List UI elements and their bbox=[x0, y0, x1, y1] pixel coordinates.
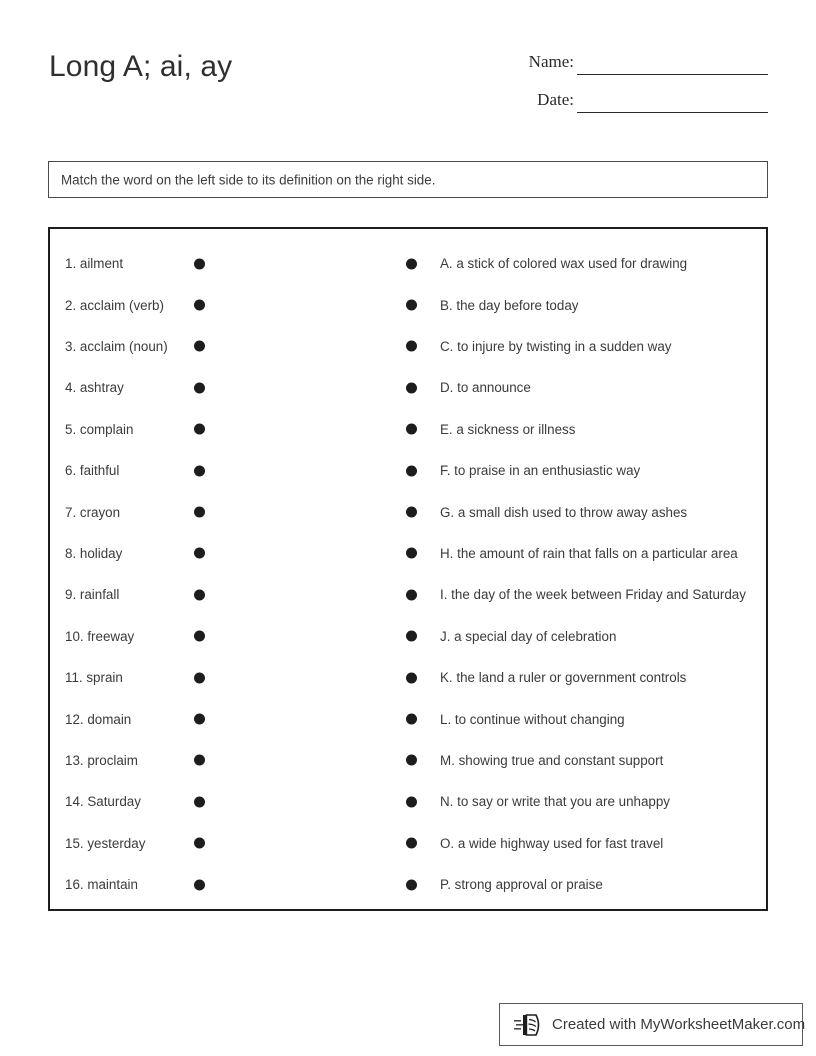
match-row bbox=[50, 616, 766, 657]
match-left-dot[interactable] bbox=[194, 507, 205, 518]
match-right-item[interactable] bbox=[440, 740, 760, 781]
match-right-dot[interactable] bbox=[406, 424, 417, 435]
match-right-label: F. to praise in an enthusiastic way bbox=[440, 463, 641, 479]
match-right-label: K. the land a ruler or government controls bbox=[440, 670, 687, 686]
match-right-label: E. a sickness or illness bbox=[440, 421, 576, 437]
match-right-item[interactable] bbox=[440, 367, 760, 408]
match-right-item[interactable] bbox=[440, 450, 760, 491]
match-right-item[interactable] bbox=[440, 864, 760, 905]
match-left-label: 16. maintain bbox=[65, 877, 138, 893]
matching-exercise-box bbox=[48, 227, 768, 911]
match-right-dot[interactable] bbox=[406, 300, 417, 311]
match-left-label: 2. acclaim (verb) bbox=[65, 297, 164, 313]
match-right-dot[interactable] bbox=[406, 507, 417, 518]
match-row bbox=[50, 740, 766, 781]
match-left-label: 13. proclaim bbox=[65, 752, 138, 768]
match-left-dot[interactable] bbox=[194, 548, 205, 559]
match-left-dot[interactable] bbox=[194, 755, 205, 766]
match-right-dot[interactable] bbox=[406, 341, 417, 352]
match-left-dot[interactable] bbox=[194, 300, 205, 311]
match-left-label: 12. domain bbox=[65, 711, 132, 727]
match-left-label: 8. holiday bbox=[65, 545, 123, 561]
match-right-dot[interactable] bbox=[406, 548, 417, 559]
match-left-label: 3. acclaim (noun) bbox=[65, 338, 168, 354]
match-right-label: G. a small dish used to throw away ashes bbox=[440, 504, 688, 520]
match-left-label: 6. faithful bbox=[65, 463, 120, 479]
match-left-dot[interactable] bbox=[194, 714, 205, 725]
name-date-block bbox=[500, 52, 770, 128]
match-left-dot[interactable] bbox=[194, 631, 205, 642]
match-right-label: L. to continue without changing bbox=[440, 711, 625, 727]
name-input-line[interactable] bbox=[577, 74, 768, 75]
match-right-label: J. a special day of celebration bbox=[440, 628, 617, 644]
match-left-dot[interactable] bbox=[194, 424, 205, 435]
match-row bbox=[50, 450, 766, 491]
match-row bbox=[50, 243, 766, 284]
date-field-row bbox=[500, 90, 770, 128]
matching-grid bbox=[50, 229, 766, 909]
match-right-label: O. a wide highway used for fast travel bbox=[440, 835, 664, 851]
match-right-label: N. to say or write that you are unhappy bbox=[440, 794, 670, 810]
match-row bbox=[50, 864, 766, 905]
match-left-dot[interactable] bbox=[194, 838, 205, 849]
match-right-dot[interactable] bbox=[406, 382, 417, 393]
match-left-dot[interactable] bbox=[194, 382, 205, 393]
match-right-item[interactable] bbox=[440, 698, 760, 739]
match-right-item[interactable] bbox=[440, 823, 760, 864]
match-row bbox=[50, 781, 766, 822]
match-left-label: 1. ailment bbox=[65, 256, 124, 272]
match-row bbox=[50, 657, 766, 698]
match-row bbox=[50, 326, 766, 367]
match-left-dot[interactable] bbox=[194, 879, 205, 890]
match-row bbox=[50, 533, 766, 574]
instruction-box bbox=[48, 161, 768, 198]
match-right-item[interactable] bbox=[440, 243, 760, 284]
match-right-item[interactable] bbox=[440, 409, 760, 450]
match-left-dot[interactable] bbox=[194, 258, 205, 269]
match-row bbox=[50, 574, 766, 615]
match-right-item[interactable] bbox=[440, 616, 760, 657]
name-label: Name: bbox=[528, 52, 574, 71]
match-left-label: 14. Saturday bbox=[65, 794, 141, 810]
match-row bbox=[50, 409, 766, 450]
date-label: Date: bbox=[537, 90, 574, 109]
match-right-item[interactable] bbox=[440, 657, 760, 698]
page-title: Long A; ai, ay bbox=[49, 50, 233, 83]
name-field-row bbox=[500, 52, 770, 90]
instruction-text: Match the word on the left side to its definition on the right side. bbox=[61, 172, 436, 187]
worksheet-header bbox=[0, 0, 816, 150]
match-row bbox=[50, 698, 766, 739]
match-right-dot[interactable] bbox=[406, 465, 417, 476]
match-left-label: 11. sprain bbox=[65, 670, 123, 686]
match-right-label: P. strong approval or praise bbox=[440, 877, 603, 893]
match-right-dot[interactable] bbox=[406, 714, 417, 725]
match-right-dot[interactable] bbox=[406, 631, 417, 642]
match-right-item[interactable] bbox=[440, 491, 760, 532]
match-right-label: H. the amount of rain that falls on a particular area bbox=[440, 545, 738, 561]
date-input-line[interactable] bbox=[577, 112, 768, 113]
match-right-dot[interactable] bbox=[406, 796, 417, 807]
match-right-item[interactable] bbox=[440, 284, 760, 325]
match-row bbox=[50, 823, 766, 864]
match-right-label: D. to announce bbox=[440, 380, 531, 396]
match-left-label: 9. rainfall bbox=[65, 587, 120, 603]
match-left-dot[interactable] bbox=[194, 589, 205, 600]
match-right-dot[interactable] bbox=[406, 755, 417, 766]
match-left-label: 7. crayon bbox=[65, 504, 121, 520]
match-right-item[interactable] bbox=[440, 574, 760, 615]
match-left-label: 10. freeway bbox=[65, 628, 135, 644]
match-row bbox=[50, 367, 766, 408]
match-right-dot[interactable] bbox=[406, 838, 417, 849]
match-right-label: I. the day of the week between Friday and Saturday bbox=[440, 587, 746, 603]
worksheet-maker-logo-icon bbox=[514, 1012, 544, 1038]
match-left-dot[interactable] bbox=[194, 796, 205, 807]
match-left-label: 15. yesterday bbox=[65, 835, 146, 851]
match-right-label: B. the day before today bbox=[440, 297, 579, 313]
match-right-dot[interactable] bbox=[406, 672, 417, 683]
match-left-dot[interactable] bbox=[194, 465, 205, 476]
match-right-dot[interactable] bbox=[406, 258, 417, 269]
match-right-label: A. a stick of colored wax used for drawing bbox=[440, 256, 688, 272]
match-right-label: C. to injure by twisting in a sudden way bbox=[440, 338, 672, 354]
footer-attribution-text: Created with MyWorksheetMaker.com bbox=[552, 1016, 806, 1033]
match-row bbox=[50, 284, 766, 325]
footer-attribution-badge[interactable] bbox=[499, 1003, 806, 1046]
match-right-dot[interactable] bbox=[406, 879, 417, 890]
match-left-label: 5. complain bbox=[65, 421, 134, 437]
match-right-item[interactable] bbox=[440, 326, 760, 367]
match-left-label: 4. ashtray bbox=[65, 380, 124, 396]
match-left-dot[interactable] bbox=[194, 672, 205, 683]
match-right-label: M. showing true and constant support bbox=[440, 752, 664, 768]
match-right-item[interactable] bbox=[440, 781, 760, 822]
match-right-item[interactable] bbox=[440, 533, 760, 574]
match-left-dot[interactable] bbox=[194, 341, 205, 352]
match-row bbox=[50, 491, 766, 532]
match-right-dot[interactable] bbox=[406, 589, 417, 600]
